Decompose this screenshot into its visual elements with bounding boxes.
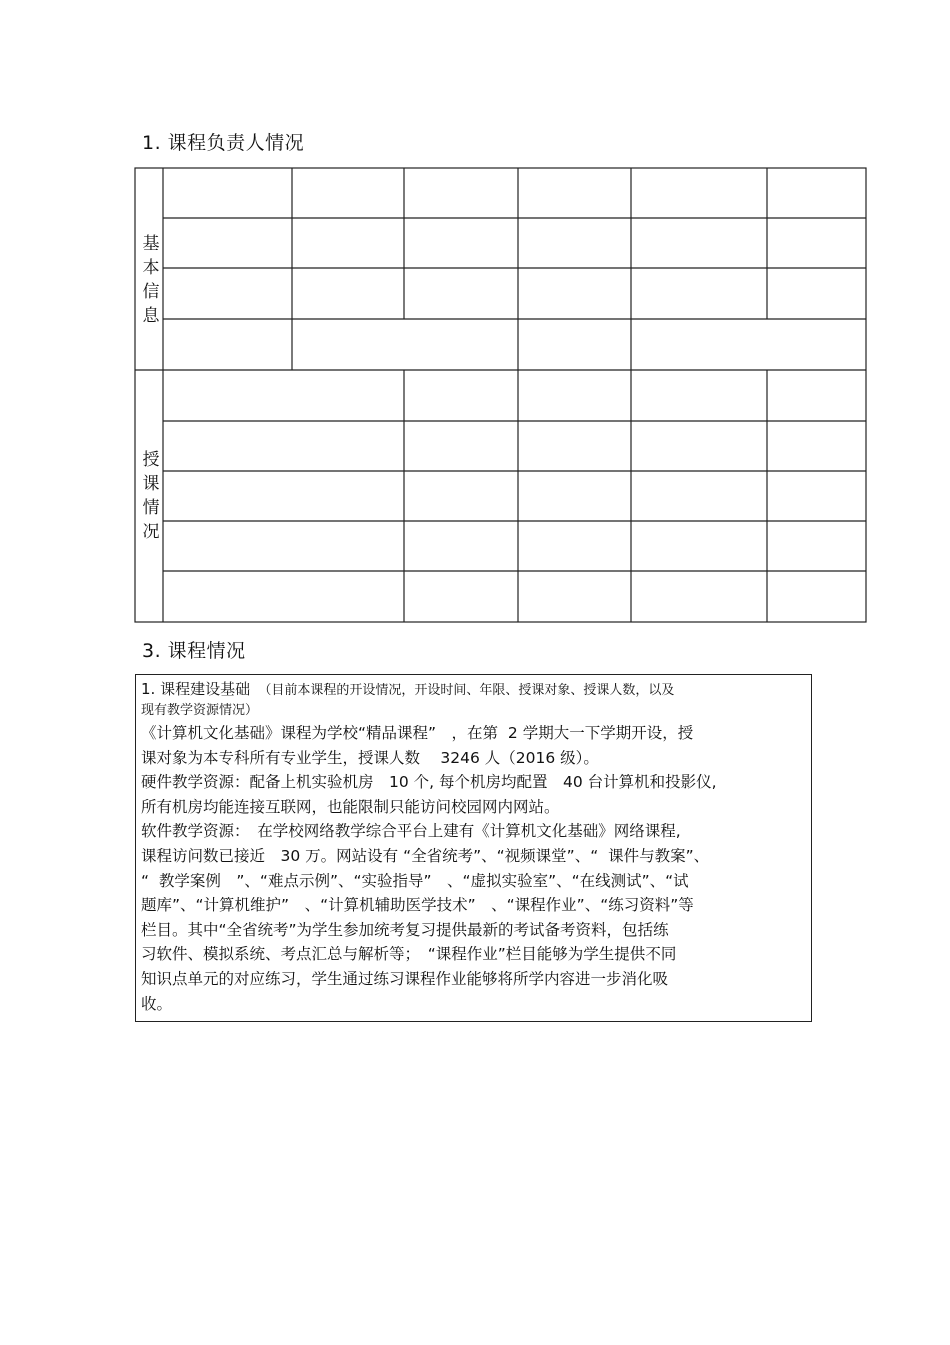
course-basis-content bbox=[141, 679, 806, 1016]
body-line: “ 教学案例 ”、“难点示例”、“实验指导” 、“虚拟实验室”、“在线测试”、“试 bbox=[141, 871, 689, 890]
body-line: 栏目。其中“全省统考”为学生参加统考复习提供最新的考试备考资料，包括练 bbox=[141, 920, 669, 939]
basic-info-char: 息 bbox=[142, 306, 160, 326]
body-line: 习软件、模拟系统、考点汇总与解析等； “课程作业”栏目能够为学生提供不同 bbox=[141, 945, 677, 964]
body-line: 所有机房均能连接互联网，也能限制只能访问校园网内网站。 bbox=[141, 797, 560, 816]
teaching-char: 课 bbox=[142, 474, 160, 494]
table-outer-border bbox=[135, 168, 866, 622]
teaching-label bbox=[140, 448, 162, 544]
course-basis-note-cont: 现有教学资源情况） bbox=[141, 703, 259, 718]
body-line: 知识点单元的对应练习，学生通过练习课程作业能够将所学内容进一步消化吸 bbox=[141, 969, 669, 988]
basic-info-char: 本 bbox=[142, 258, 160, 278]
teaching-char: 授 bbox=[142, 450, 160, 470]
body-line: 软件教学资源： 在学校网络教学综合平台上建有《计算机文化基础》网络课程, bbox=[141, 822, 681, 841]
course-basis-box bbox=[135, 674, 812, 1022]
body-line: 收。 bbox=[141, 994, 173, 1013]
basic-info-label bbox=[140, 232, 162, 328]
body-line: 题库”、“计算机维护” 、“计算机辅助医学技术” 、“课程作业”、“练习资料”等 bbox=[141, 896, 694, 915]
basic-info-char: 信 bbox=[142, 282, 160, 302]
course-basis-body bbox=[141, 721, 806, 1016]
section-3-heading: 3. 课程情况 bbox=[142, 640, 246, 662]
body-line: 硬件教学资源：配备上机实验机房 10 个, 每个机房均配置 40 台计算机和投影仪, bbox=[141, 773, 717, 792]
body-line: 课程访问数已接近 30 万。网站设有 “全省统考”、“视频课堂”、“ 课件与教案”、 bbox=[141, 846, 710, 865]
section-1-heading: 1. 课程负责人情况 bbox=[142, 132, 305, 154]
course-basis-note: （目前本课程的开设情况，开设时间、年限、授课对象、授课人数，以及 bbox=[258, 683, 675, 698]
teaching-char: 情 bbox=[142, 498, 160, 518]
body-line: 《计算机文化基础》课程为学校“精品课程” ，在第 2 学期大一下学期开设，授 bbox=[141, 724, 694, 742]
body-line: 课对象为本专科所有专业学生，授课人数 3246 人（2016 级）。 bbox=[141, 748, 599, 767]
basic-info-char: 基 bbox=[142, 234, 160, 254]
course-basis-title: 1. 课程建设基础 bbox=[141, 680, 251, 698]
teaching-char: 况 bbox=[142, 522, 160, 542]
